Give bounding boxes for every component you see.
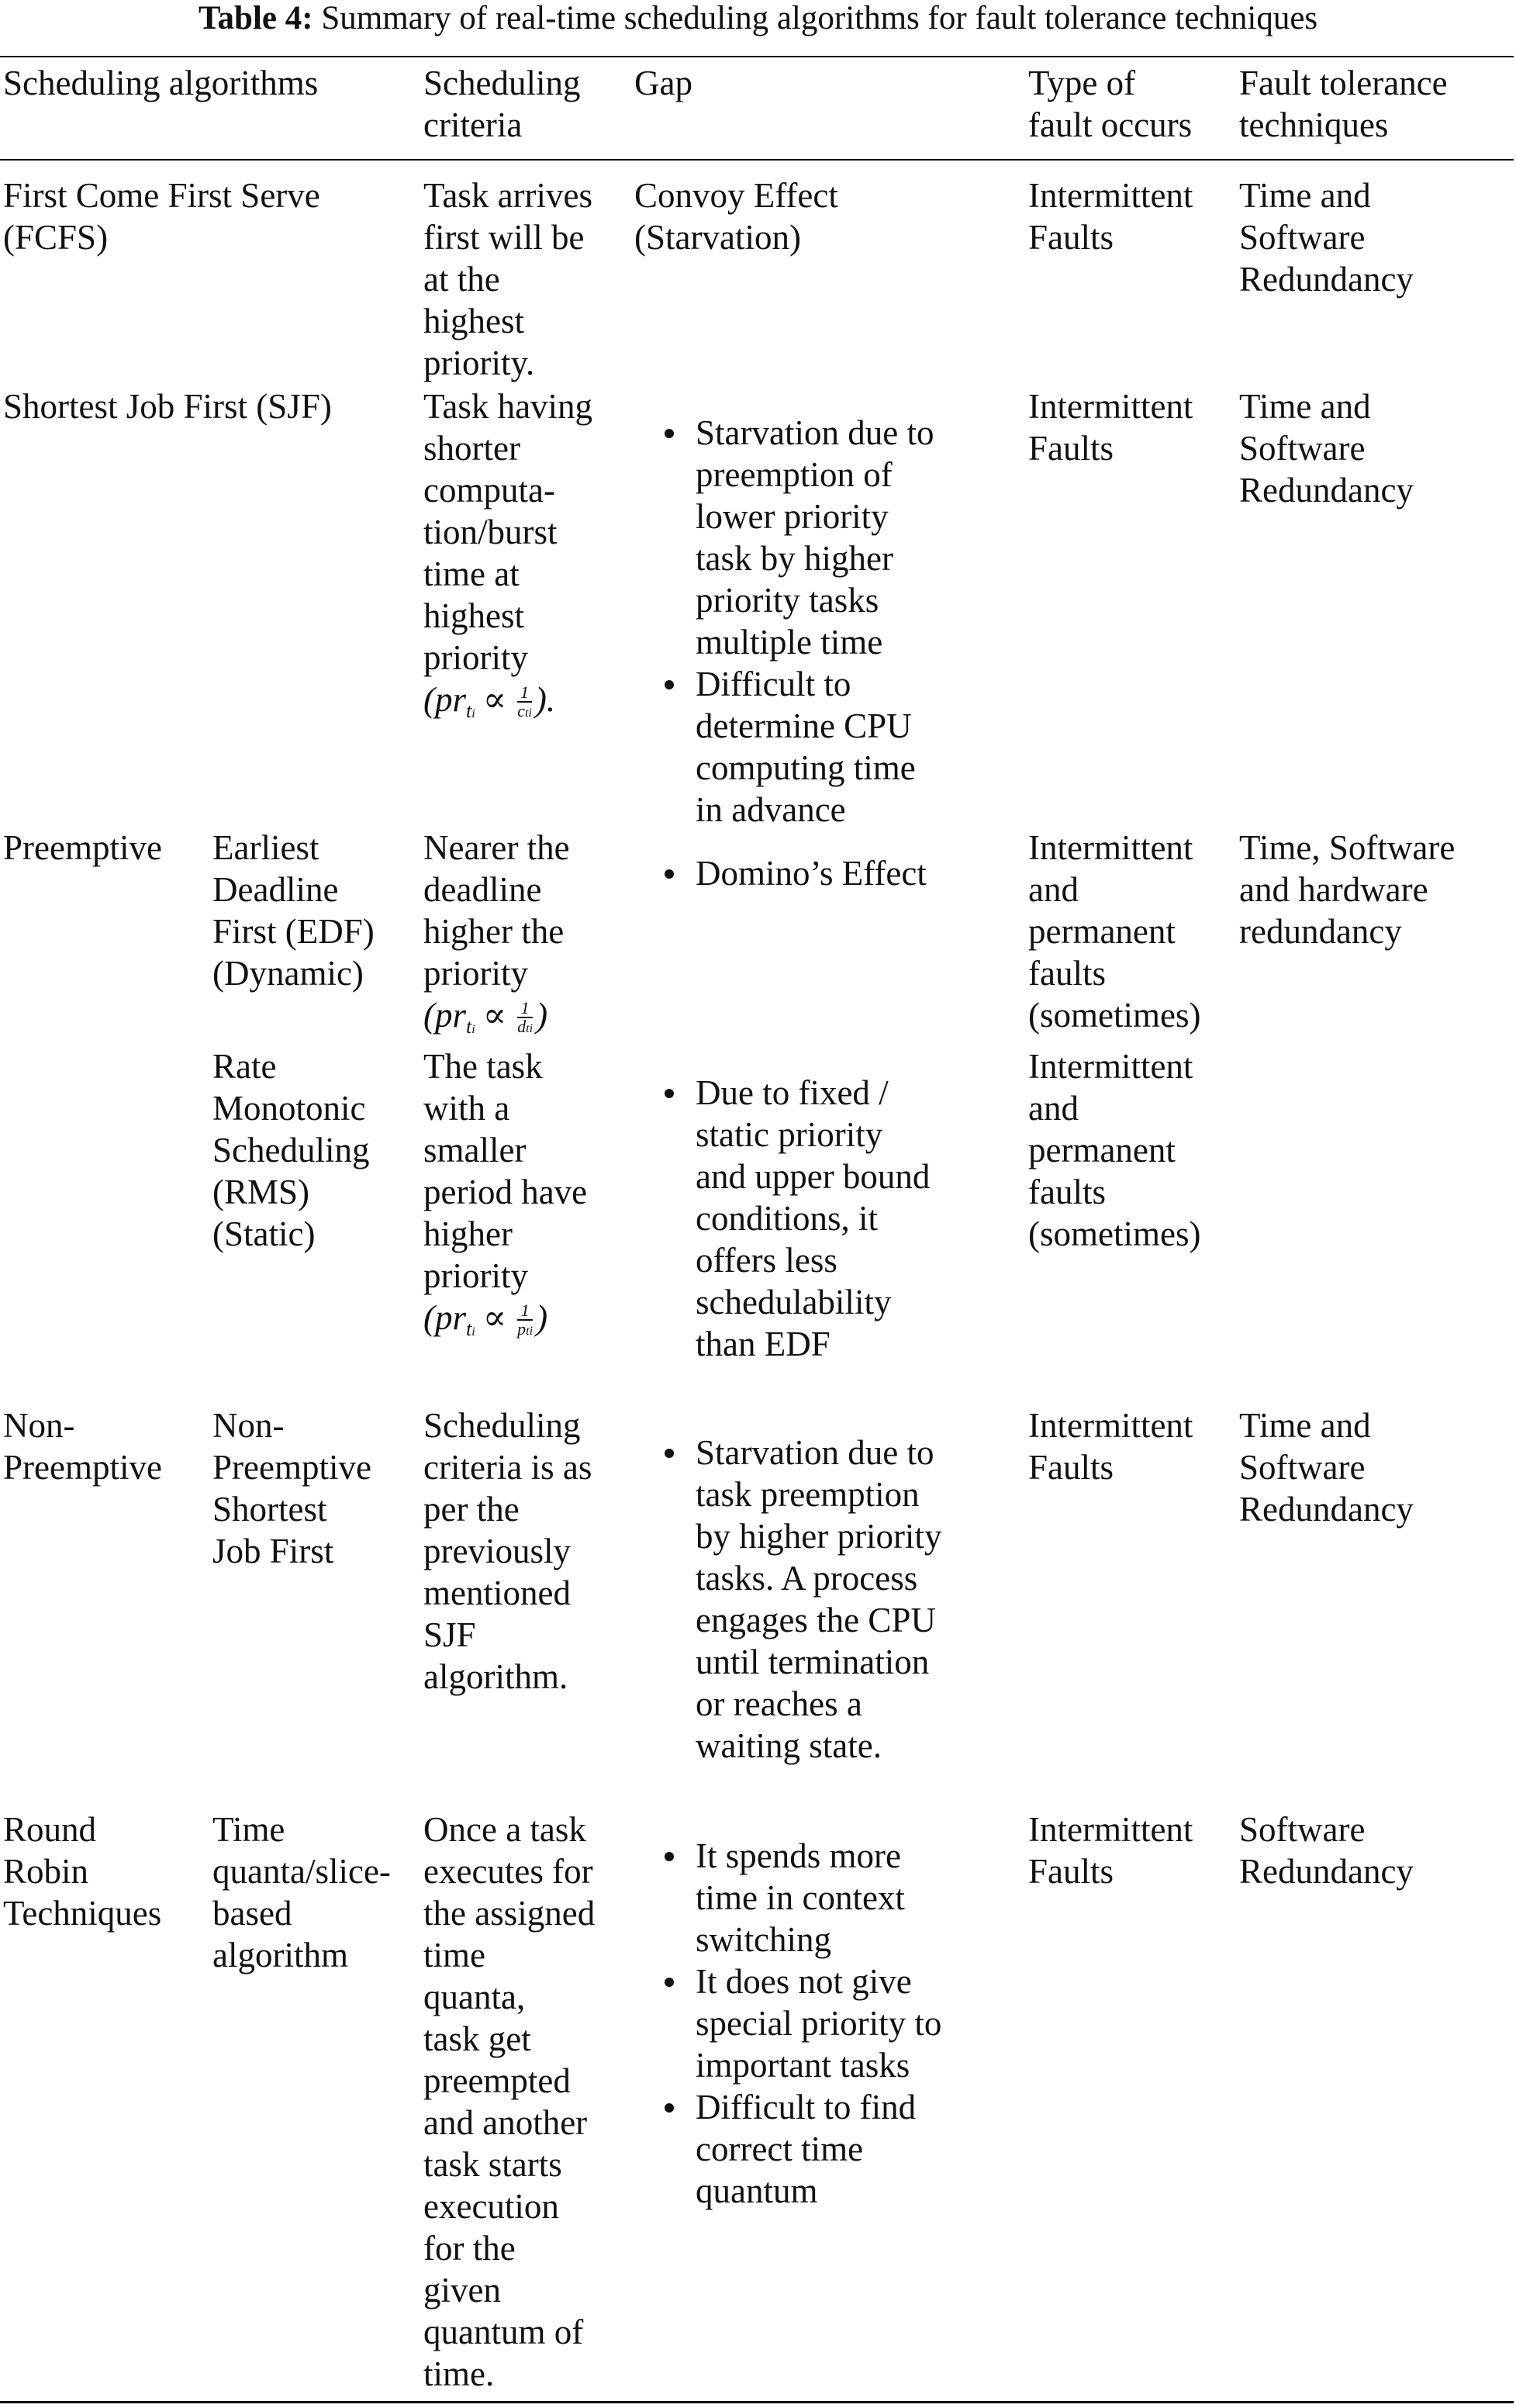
row-fcfs-fault: Intermittent Faults xyxy=(1028,176,1193,257)
gap-bullet-item: Starvation due to task preemption by higher priority tasks. A process engages the CPU until termination or reaches a waiting state. xyxy=(696,1433,942,1765)
row-edf-criteria: Nearer the deadline higher the priority ($pr_{ti}$ ∝ $\frac{1}{\text{dti}}$ ) xyxy=(423,828,570,1038)
header-scheduling-algorithms: Scheduling algorithms xyxy=(3,64,319,102)
gap-bullet-item: It spends more time in context switching xyxy=(696,1835,941,1961)
row-np-sjf-algorithm: Non- Preemptive Shortest Job First xyxy=(212,1406,371,1570)
sjf-priority-formula: ($pr_{ti}$ ∝ $\frac{1}{\text{cti}}$ ). xyxy=(423,680,556,722)
edf-priority-formula: ($pr_{ti}$ ∝ $\frac{1}{\text{dti}}$ ) xyxy=(423,996,548,1038)
table-caption xyxy=(0,0,1516,39)
row-rms-gap xyxy=(696,1072,930,1365)
row-edf-algorithm: Earliest Deadline First (EDF) (Dynamic) xyxy=(212,828,375,993)
row-edf-gap xyxy=(696,852,927,894)
row-sjf-fault: Intermittent Faults xyxy=(1028,387,1193,468)
table-bottom-rule xyxy=(0,2401,1514,2403)
row-fcfs-technique: Time and Software Redundancy xyxy=(1239,176,1414,299)
header-type-of-fault: Type of fault occurs xyxy=(1028,64,1193,144)
table-top-rule xyxy=(0,56,1514,57)
table-caption-text: Summary of real-time scheduling algorithms for fault tolerance techniques xyxy=(321,0,1318,36)
row-sjf-criteria: Task having shorter computa- tion/burst time at highest priority ($pr_{ti}$ ∝ $\frac{1}{\text{cti}}$ ). xyxy=(423,387,593,722)
gap-bullet-item: Starvation due to preemption of lower priority task by higher priority tasks multiple time xyxy=(696,413,934,662)
gap-bullet-item: Domino’s Effect xyxy=(696,854,927,893)
row-rms-fault: Intermittent and permanent faults (sometimes) xyxy=(1028,1047,1201,1253)
row-edf-fault: Intermittent and permanent faults (sometimes) xyxy=(1028,828,1201,1035)
row-round-robin-gap xyxy=(696,1835,941,2212)
gap-bullet-item: Due to fixed / static priority and upper bound conditions, it offers less schedulability than EDF xyxy=(696,1073,931,1363)
row-np-sjf-fault: Intermittent Faults xyxy=(1028,1406,1193,1487)
row-edf-technique: Time, Software and hardware redundancy xyxy=(1239,828,1456,951)
row-np-sjf-criteria: Scheduling criteria is as per the previously mentioned SJF algorithm. xyxy=(423,1406,592,1696)
gap-bullet-item: Difficult to determine CPU computing time in advance xyxy=(696,663,934,831)
row-non-preemptive-group: Non- Preemptive xyxy=(3,1406,162,1487)
row-rms-algorithm: Rate Monotonic Scheduling (RMS) (Static) xyxy=(212,1047,370,1253)
row-round-robin-algorithm: Time quanta/slice- based algorithm xyxy=(212,1810,391,1974)
row-round-robin-group: Round Robin Techniques xyxy=(3,1810,162,1933)
row-round-robin-fault: Intermittent Faults xyxy=(1028,1810,1193,1891)
row-round-robin-technique: Software Redundancy xyxy=(1239,1810,1414,1891)
header-gap: Gap xyxy=(634,64,692,102)
row-np-sjf-technique: Time and Software Redundancy xyxy=(1239,1406,1414,1529)
rms-priority-formula: ($pr_{ti}$ ∝ $\frac{1}{\text{pti}}$ ) xyxy=(423,1298,548,1340)
header-scheduling-criteria: Scheduling criteria xyxy=(423,64,581,144)
row-rms-criteria: The task with a smaller period have higher priority ($pr_{ti}$ ∝ $\frac{1}{\text{pti}}$ ) xyxy=(423,1047,588,1340)
row-fcfs-criteria: Task arrives first will be at the highest priority. xyxy=(423,176,593,382)
row-fcfs-gap: Convoy Effect (Starvation) xyxy=(634,176,838,257)
gap-bullet-item: It does not give special priority to important tasks xyxy=(696,1962,942,2085)
row-sjf-gap xyxy=(696,412,934,831)
row-sjf-technique: Time and Software Redundancy xyxy=(1239,387,1414,510)
gap-bullet-item: Difficult to find correct time quantum xyxy=(696,2086,941,2212)
row-fcfs-algorithm: First Come First Serve (FCFS) xyxy=(3,176,320,257)
row-round-robin-criteria: Once a task executes for the assigned time quanta, task get preempted and another task starts execution for the given quantum of time. xyxy=(423,1810,596,2393)
table-caption-label: Table 4: xyxy=(198,0,313,36)
row-preemptive-group: Preemptive xyxy=(3,828,162,867)
row-np-sjf-gap xyxy=(696,1432,941,1767)
row-sjf-algorithm: Shortest Job First (SJF) xyxy=(3,387,332,426)
header-fault-tolerance-techniques: Fault tolerance techniques xyxy=(1239,64,1448,144)
table-header-rule xyxy=(0,159,1514,161)
